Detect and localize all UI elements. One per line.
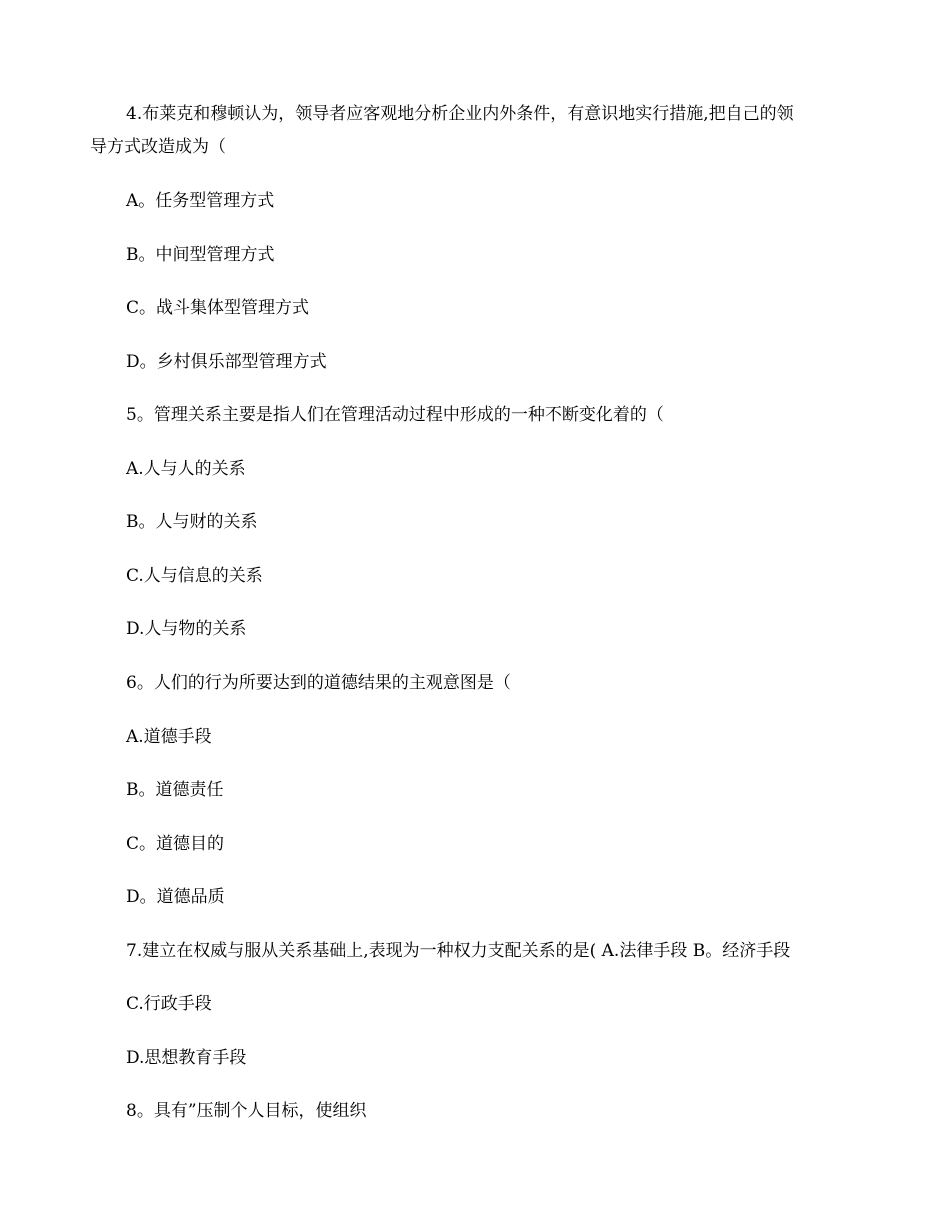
question-6-text: 6。人们的行为所要达到的道德结果的主观意图是（ <box>126 673 511 693</box>
question-4-text: 4.布莱克和穆顿认为，领导者应客观地分析企业内外条件，有意识地实行措施,把自己的领 <box>126 104 794 124</box>
option-d: D。乡村俱乐部型管理方式 <box>126 352 327 372</box>
option-b: B。人与财的关系 <box>126 512 258 532</box>
option-d: D.人与物的关系 <box>126 619 247 639</box>
option-c: C。战斗集体型管理方式 <box>126 298 310 318</box>
option-c: C。道德目的 <box>126 834 225 854</box>
option-d: D.思想教育手段 <box>126 1048 247 1068</box>
option-a: A.人与人的关系 <box>126 459 246 479</box>
question-5-text: 5。管理关系主要是指人们在管理活动过程中形成的一种不断变化着的（ <box>126 405 664 425</box>
option-a: A。任务型管理方式 <box>126 191 275 211</box>
option-c: C.人与信息的关系 <box>126 566 263 586</box>
question-7-text: 7.建立在权威与服从关系基础上,表现为一种权力支配关系的是( A.法律手段 B。经济手段 <box>126 941 791 961</box>
option-b: B。道德责任 <box>126 780 224 800</box>
option-c: C.行政手段 <box>126 994 212 1014</box>
option-d: D。道德品质 <box>126 887 225 907</box>
option-a: A.道德手段 <box>126 727 212 747</box>
option-b: B。中间型管理方式 <box>126 245 275 265</box>
question-4-text-continued: 导方式改造成为（ <box>90 137 226 157</box>
question-8-text: 8。具有”压制个人目标，使组织 <box>126 1101 367 1121</box>
